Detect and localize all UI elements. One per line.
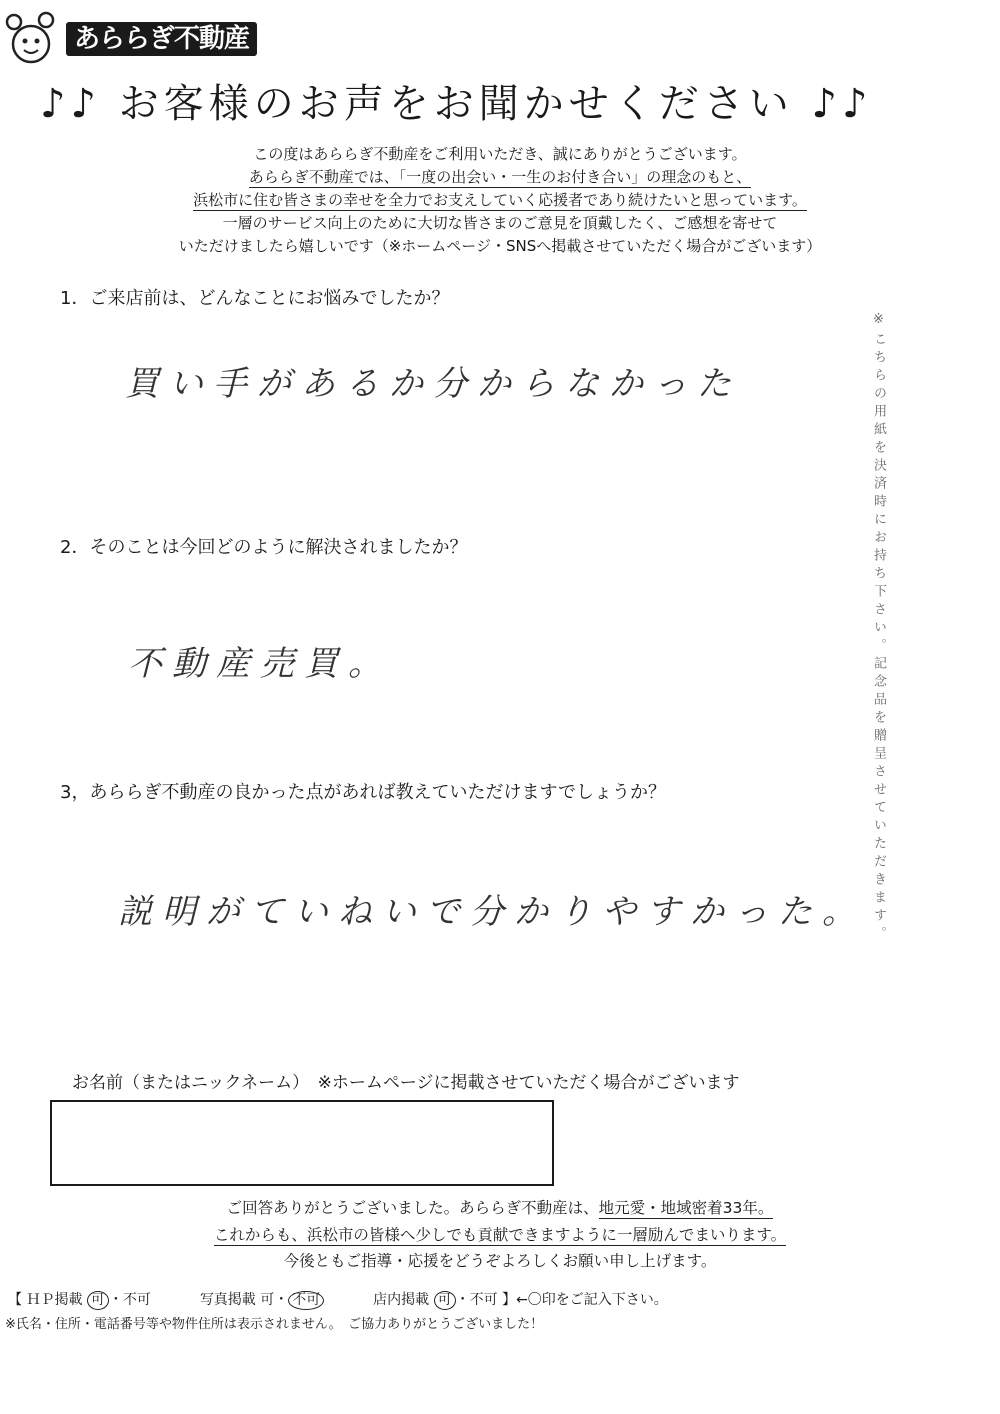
name-field[interactable] [50, 1100, 554, 1186]
question-3-answer: 説明がていねいで分かりやすかった。 [118, 892, 866, 932]
page-title: ♪♪ お客様のお声をお聞かせください ♪♪ [40, 81, 873, 127]
vertical-note: ※こちらの用紙を決済時にお持ち下さい。記念品を贈呈させていただきます。 [871, 312, 886, 944]
question-1-label: 1．ご来店前は、どんなことにお悩みでしたか？ [60, 288, 450, 309]
intro-line-2: あららぎ不動産では、「一度の出会い・一生のお付き合い」の理念のもと、 [248, 168, 752, 186]
logo-text: あららぎ不動産 [66, 22, 257, 56]
footnote: ※氏名・住所・電話番号等や物件住所は表示されません。 ご協力ありがとうございました！ [5, 1317, 544, 1332]
question-1-answer: 買い手があるか分からなかった [125, 364, 741, 404]
intro-line-3: 浜松市に住む皆さまの幸せを全力でお支えしていく応援者であり続けたいと思っています。 [193, 191, 807, 209]
hp-ng-option[interactable]: 不可 [122, 1292, 151, 1308]
intro-line-5: いただけましたら嬉しいです（※ホームページ・SNSへ掲載させていただく場合がございます） [178, 237, 822, 255]
intro-line-4: 一層のサービス向上のために大切な皆さまのご意見を頂戴したく、ご感想を寄せて [222, 214, 778, 232]
photo-label: 写真掲載 [199, 1292, 256, 1308]
closing-line-3: 今後ともご指導・応援をどうぞよろしくお願い申し上げます。 [283, 1252, 717, 1270]
store-ok-option[interactable]: 可 [434, 1291, 456, 1310]
photo-ng-option[interactable]: 不可 [288, 1291, 324, 1310]
question-2-answer: 不動産売買。 [128, 644, 392, 684]
closing-line-2: これからも、浜松市の皆様へ少しでも貢献できますように一層励んでまいります。 [213, 1226, 787, 1244]
mascot-icon [0, 8, 62, 70]
name-label: お名前（またはニックネーム） ※ホームページに掲載させていただく場合がございます [72, 1073, 740, 1093]
hp-ok-option[interactable]: 可 [87, 1291, 109, 1310]
store-ng-option[interactable]: 不可 [469, 1292, 498, 1308]
photo-ok-option[interactable]: 可 [260, 1292, 275, 1308]
hp-label: ＨＰ掲載 [26, 1292, 83, 1308]
permission-row: 【 ＨＰ掲載 可 ・不可 写真掲載 可・ 不可 店内掲載 可 ・不可 】←〇印をご記入下さい。 [8, 1292, 668, 1308]
question-2-label: 2．そのことは今回どのように解決されましたか？ [60, 537, 468, 558]
intro-line-1: この度はあららぎ不動産をご利用いただき、誠にありがとうございます。 [253, 145, 747, 163]
question-3-label: 3，あららぎ不動産の良かった点があれば教えていただけますでしょうか？ [60, 782, 666, 803]
store-label: 店内掲載 [373, 1292, 430, 1308]
closing-line-1: ご回答ありがとうございました。あららぎ不動産は、地元愛・地域密着33年。 [226, 1199, 774, 1217]
